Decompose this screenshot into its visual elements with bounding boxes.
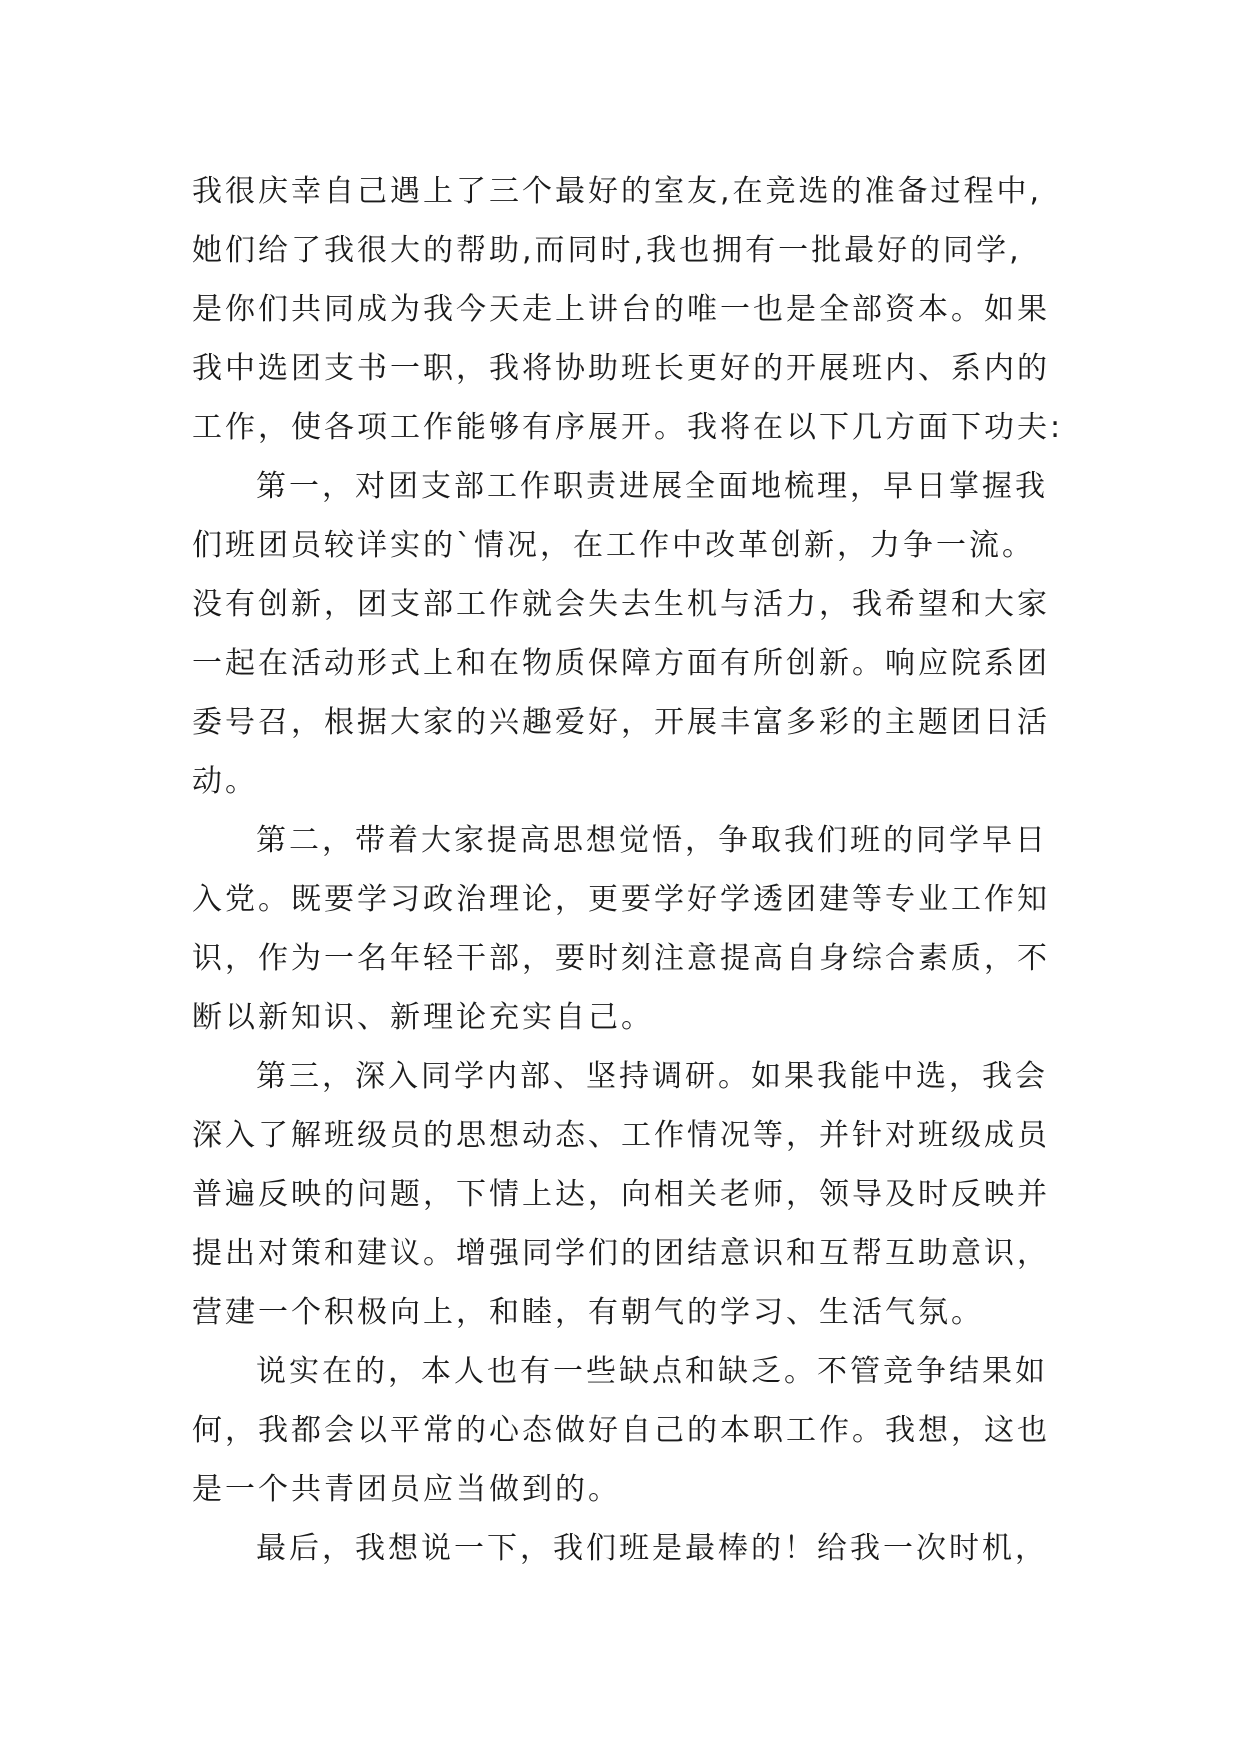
text-line: 是你们共同成为我今天走上讲台的唯一也是全部资本。如果	[192, 292, 1050, 327]
text-line: 工作，使各项工作能够有序展开。我将在以下几方面下功夫:	[192, 410, 1064, 445]
text-line: 说实在的，本人也有一些缺点和缺乏。不管竞争结果如	[256, 1354, 1048, 1389]
text-line: 营建一个积极向上，和睦，有朝气的学习、生活气氛。	[192, 1295, 984, 1330]
text-line: 动。	[192, 764, 258, 799]
text-line: 何，我都会以平常的心态做好自己的本职工作。我想，这也	[192, 1413, 1050, 1448]
text-line: 们班团员较详实的`情况，在工作中改革创新，力争一流。	[192, 528, 1035, 563]
text-line: 入党。既要学习政治理论，更要学好学透团建等专业工作知	[192, 882, 1050, 917]
text-line: 普遍反映的问题，下情上达，向相关老师，领导及时反映并	[192, 1177, 1050, 1212]
text-line: 第二，带着大家提高思想觉悟，争取我们班的同学早日	[256, 823, 1048, 858]
text-line: 一起在活动形式上和在物质保障方面有所创新。响应院系团	[192, 646, 1050, 681]
text-line: 提出对策和建议。增强同学们的团结意识和互帮互助意识，	[192, 1236, 1050, 1271]
text-line: 是一个共青团员应当做到的。	[192, 1472, 621, 1507]
text-line: 最后，我想说一下，我们班是最棒的！给我一次时机，	[256, 1531, 1048, 1566]
text-line: 深入了解班级员的思想动态、工作情况等，并针对班级成员	[192, 1118, 1050, 1153]
text-line: 委号召，根据大家的兴趣爱好，开展丰富多彩的主题团日活	[192, 705, 1050, 740]
text-line: 断以新知识、新理论充实自己。	[192, 1000, 654, 1035]
text-line: 我中选团支书一职，我将协助班长更好的开展班内、系内的	[192, 351, 1050, 386]
body-text	[192, 162, 1064, 1578]
text-line: 第三，深入同学内部、坚持调研。如果我能中选，我会	[256, 1059, 1048, 1094]
text-line: 第一，对团支部工作职责进展全面地梳理，早日掌握我	[256, 469, 1048, 504]
text-line: 我很庆幸自己遇上了三个最好的室友,在竞选的准备过程中,	[192, 174, 1043, 209]
text-line: 她们给了我很大的帮助,而同时,我也拥有一批最好的同学,	[192, 233, 1022, 268]
text-line: 识，作为一名年轻干部，要时刻注意提高自身综合素质，不	[192, 941, 1050, 976]
text-line: 没有创新，团支部工作就会失去生机与活力，我希望和大家	[192, 587, 1050, 622]
